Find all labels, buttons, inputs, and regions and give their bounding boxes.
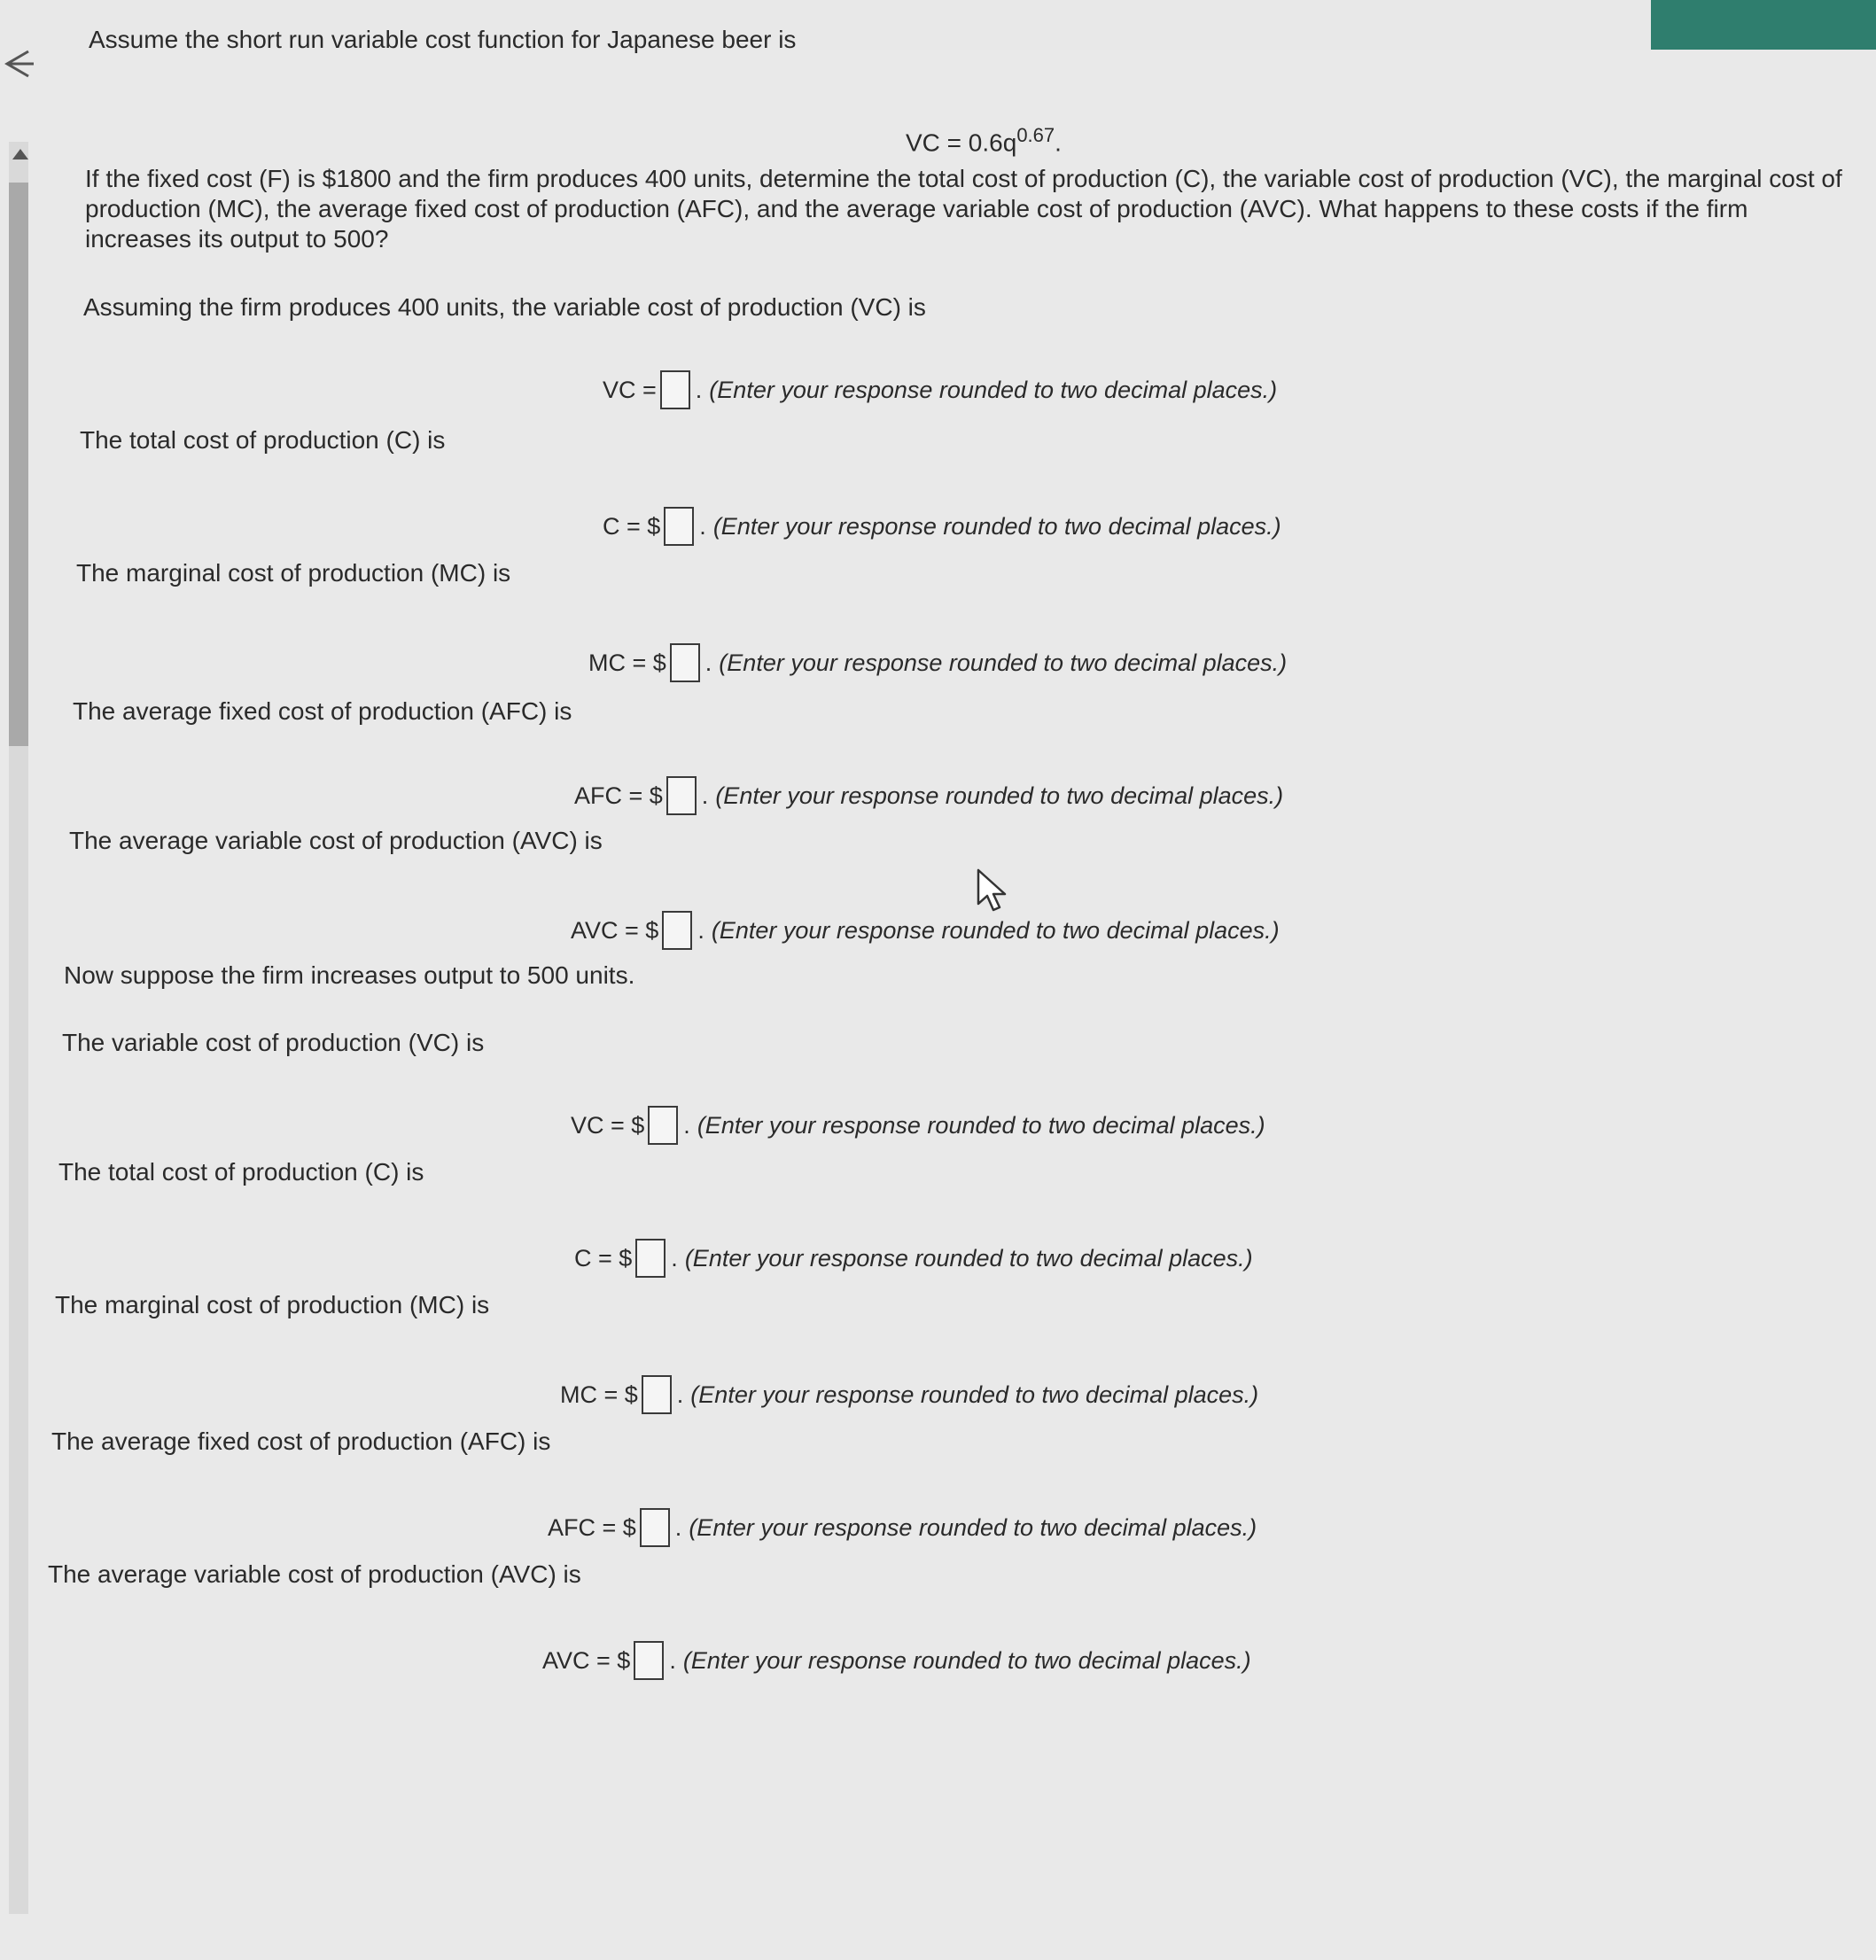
answer-input-vc-400[interactable] <box>660 370 690 409</box>
answer-label: AFC = $ <box>574 782 663 809</box>
answer-hint: (Enter your response rounded to two decimal places.) <box>709 376 1278 403</box>
answer-row-avc-400 <box>571 911 1280 950</box>
question-c-400: The total cost of production (C) is <box>80 426 446 454</box>
answer-dot: . <box>695 376 703 403</box>
answer-input-avc-400[interactable] <box>662 911 692 950</box>
problem-description: If the fixed cost (F) is $1800 and the firm produces 400 units, determine the total cost of production (C), the variable cost of production (VC), the marginal cost of production (MC), the average fixed cost of production (AFC), and the average variable cost of production (AVC). What happens to these costs if the firm increases its output to 500? <box>85 165 1842 253</box>
answer-label: VC = $ <box>571 1111 645 1139</box>
answer-dot: . <box>671 1244 678 1272</box>
answer-row-mc-400 <box>588 643 1287 682</box>
answer-label: AVC = $ <box>571 916 659 944</box>
answer-hint: (Enter your response rounded to two decimal places.) <box>689 1513 1257 1541</box>
question-c-500: The total cost of production (C) is <box>58 1158 424 1186</box>
answer-row-c-400 <box>603 507 1281 546</box>
answer-row-avc-500 <box>542 1641 1251 1680</box>
answer-hint: (Enter your response rounded to two decimal places.) <box>697 1111 1265 1139</box>
answer-input-afc-400[interactable] <box>666 776 697 815</box>
answer-input-mc-500[interactable] <box>642 1375 672 1414</box>
answer-row-vc-400 <box>603 370 1277 409</box>
answer-dot: . <box>676 1381 684 1408</box>
answer-dot: . <box>683 1111 690 1139</box>
formula-base: VC = 0.6q <box>906 128 1017 157</box>
answer-label: AVC = $ <box>542 1646 631 1674</box>
question-vc-500: The variable cost of production (VC) is <box>62 1029 485 1056</box>
question-mc-500: The marginal cost of production (MC) is <box>55 1291 490 1318</box>
answer-row-afc-400 <box>574 776 1283 815</box>
answer-row-afc-500 <box>548 1508 1257 1547</box>
formula-period: . <box>1055 128 1062 157</box>
answer-hint: (Enter your response rounded to two decimal places.) <box>719 649 1288 676</box>
answer-input-vc-500[interactable] <box>648 1106 678 1145</box>
answer-dot: . <box>699 512 706 540</box>
part2-intro: Now suppose the firm increases output to 500 units. <box>64 961 635 989</box>
answer-hint: (Enter your response rounded to two decimal places.) <box>715 782 1284 809</box>
cost-function-formula <box>906 124 1062 157</box>
part1-intro: Assuming the firm produces 400 units, the variable cost of production (VC) is <box>83 293 926 321</box>
answer-input-c-500[interactable] <box>635 1239 666 1278</box>
answer-dot: . <box>669 1646 676 1674</box>
answer-label: C = $ <box>574 1244 633 1272</box>
question-afc-400: The average fixed cost of production (AFC) is <box>73 697 572 725</box>
answer-input-c-400[interactable] <box>664 507 694 546</box>
question-mc-400: The marginal cost of production (MC) is <box>76 559 511 587</box>
answer-input-mc-400[interactable] <box>670 643 700 682</box>
answer-label: C = $ <box>603 512 661 540</box>
answer-input-afc-500[interactable] <box>640 1508 670 1547</box>
question-avc-500: The average variable cost of production (AVC) is <box>48 1560 581 1588</box>
answer-row-mc-500 <box>560 1375 1258 1414</box>
answer-input-avc-500[interactable] <box>634 1641 664 1680</box>
answer-label: VC = <box>603 376 657 403</box>
answer-label: MC = $ <box>588 649 666 676</box>
formula-exponent: 0.67 <box>1016 124 1055 146</box>
answer-dot: . <box>704 649 712 676</box>
question-afc-500: The average fixed cost of production (AFC) is <box>51 1427 551 1455</box>
answer-dot: . <box>697 916 704 944</box>
answer-hint: (Enter your response rounded to two decimal places.) <box>682 1646 1251 1674</box>
problem-intro: Assume the short run variable cost function for Japanese beer is <box>89 26 797 53</box>
answer-label: MC = $ <box>560 1381 638 1408</box>
mouse-cursor-icon <box>975 868 1010 914</box>
answer-row-c-500 <box>574 1239 1253 1278</box>
answer-dot: . <box>701 782 709 809</box>
answer-hint: (Enter your response rounded to two decimal places.) <box>690 1381 1259 1408</box>
answer-label: AFC = $ <box>548 1513 636 1541</box>
question-avc-400: The average variable cost of production (AVC) is <box>69 827 603 854</box>
answer-hint: (Enter your response rounded to two decimal places.) <box>711 916 1280 944</box>
answer-row-vc-500 <box>571 1106 1265 1145</box>
answer-hint: (Enter your response rounded to two decimal places.) <box>712 512 1281 540</box>
answer-hint: (Enter your response rounded to two decimal places.) <box>684 1244 1253 1272</box>
answer-dot: . <box>674 1513 682 1541</box>
